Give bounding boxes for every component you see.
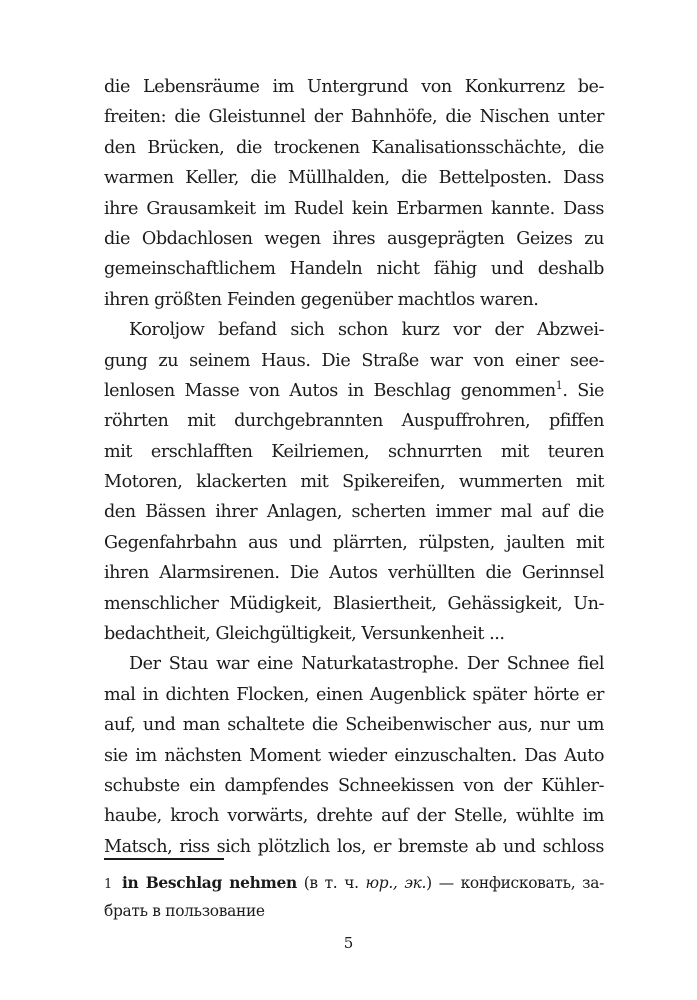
page-number: 5 — [343, 934, 354, 952]
text-line — [104, 437, 604, 467]
text-line-content: Motoren, klackerten mit Spikereifen, wummerten mit — [104, 472, 604, 493]
text-line — [104, 133, 604, 163]
text-line-content: Koroljow befand sich schon kurz vor der Abzwei- — [129, 320, 604, 341]
footnote-definition-part1: — конфисковать, за- — [431, 874, 604, 892]
footnote-term: in Beschlag nehmen — [121, 874, 297, 892]
footnote-separator — [104, 858, 224, 860]
footnote-number: 1 — [104, 877, 112, 892]
footnote-line-2: брать в пользование — [104, 902, 265, 920]
text-line-continuation: . Sie — [562, 380, 604, 401]
footnote-reference[interactable]: 1 — [555, 378, 563, 392]
text-line-content: Matsch, riss sich plötzlich los, er bremste ab und schloss — [104, 836, 604, 857]
text-line — [104, 619, 604, 649]
text-line-content: ihren Alarmsirenen. Die Autos verhüllten die Gerinnsel — [104, 563, 604, 584]
text-line-content: haube, kroch vorwärts, drehte auf der Stelle, wühlte im — [104, 806, 604, 827]
footnote-paren-close: ) — [426, 874, 432, 892]
text-line-content: röhrten mit durchgebrannten Auspuffrohren, pfiffen — [104, 411, 604, 432]
text-line — [104, 72, 604, 102]
text-line — [104, 710, 604, 740]
text-line-content: ihre Grausamkeit im Rudel kein Erbarmen kannte. Dass — [104, 198, 604, 219]
text-line-content: menschlicher Müdigkeit, Blasiertheit, Gehässigkeit, Un- — [104, 593, 604, 614]
text-line — [104, 254, 604, 284]
text-line-content: mal in dichten Flocken, einen Augenblick später hörte er — [104, 684, 604, 705]
text-line-content: gung zu seinem Haus. Die Straße war von einer see- — [104, 350, 604, 371]
text-line-content: mit erschlafften Keilriemen, schnurrten mit teuren — [104, 441, 604, 462]
text-line — [104, 741, 604, 771]
text-line-content: ihren größten Feinden gegenüber machtlos waren. — [104, 289, 539, 310]
footnote-line-1 — [104, 870, 604, 898]
text-line — [104, 315, 604, 345]
text-line — [104, 589, 604, 619]
text-line — [104, 163, 604, 193]
text-line — [104, 801, 604, 831]
text-line-content: die Obdachlosen wegen ihres ausgeprägten Geizes zu — [104, 228, 604, 249]
text-line — [104, 649, 604, 679]
text-line-content: den Brücken, die trockenen Kanalisationsschächte, die — [104, 137, 604, 158]
footnote — [104, 870, 604, 925]
text-line-content: Gegenfahrbahn aus und plärrten, rülpsten, jaulten mit — [104, 532, 604, 553]
text-line-content: bedachtheit, Gleichgültigkeit, Versunkenheit ... — [104, 624, 505, 645]
text-line-content: Der Stau war eine Naturkatastrophe. Der Schnee fiel — [129, 654, 604, 675]
text-line-content: freiten: die Gleistunnel der Bahnhöfe, die Nischen unter — [104, 107, 604, 128]
text-line — [104, 406, 604, 436]
text-line — [104, 680, 604, 710]
text-line — [104, 528, 604, 558]
text-line-content: lenlosen Masse von Autos in Beschlag genommen — [104, 380, 556, 401]
text-line — [104, 467, 604, 497]
text-line-content: auf, und man schaltete die Scheibenwischer aus, nur um — [104, 715, 604, 736]
text-line — [104, 376, 604, 406]
text-line-content: den Bässen ihrer Anlagen, scherten immer mal auf die — [104, 502, 604, 523]
text-line — [104, 102, 604, 132]
text-line — [104, 497, 604, 527]
text-line-content: sie im nächsten Moment wieder einzuschalten. Das Auto — [104, 745, 604, 766]
text-line — [104, 194, 604, 224]
text-line — [104, 285, 604, 315]
text-line-content: warmen Keller, die Müllhalden, die Bettelposten. Dass — [104, 168, 604, 189]
text-line-content: die Lebensräume im Untergrund von Konkurrenz be- — [104, 77, 604, 97]
footnote-paren-open: (в т. ч. — [296, 874, 366, 892]
text-line-content: schubste ein dampfendes Schneekissen von der Kühler- — [104, 775, 604, 796]
footnote-abbreviation: юр., эк. — [365, 874, 427, 892]
text-line — [104, 224, 604, 254]
text-line — [104, 346, 604, 376]
text-line — [104, 771, 604, 801]
text-line — [104, 558, 604, 588]
body-text — [104, 72, 604, 862]
text-line-content: gemeinschaftlichem Handeln nicht fähig und deshalb — [104, 259, 604, 280]
